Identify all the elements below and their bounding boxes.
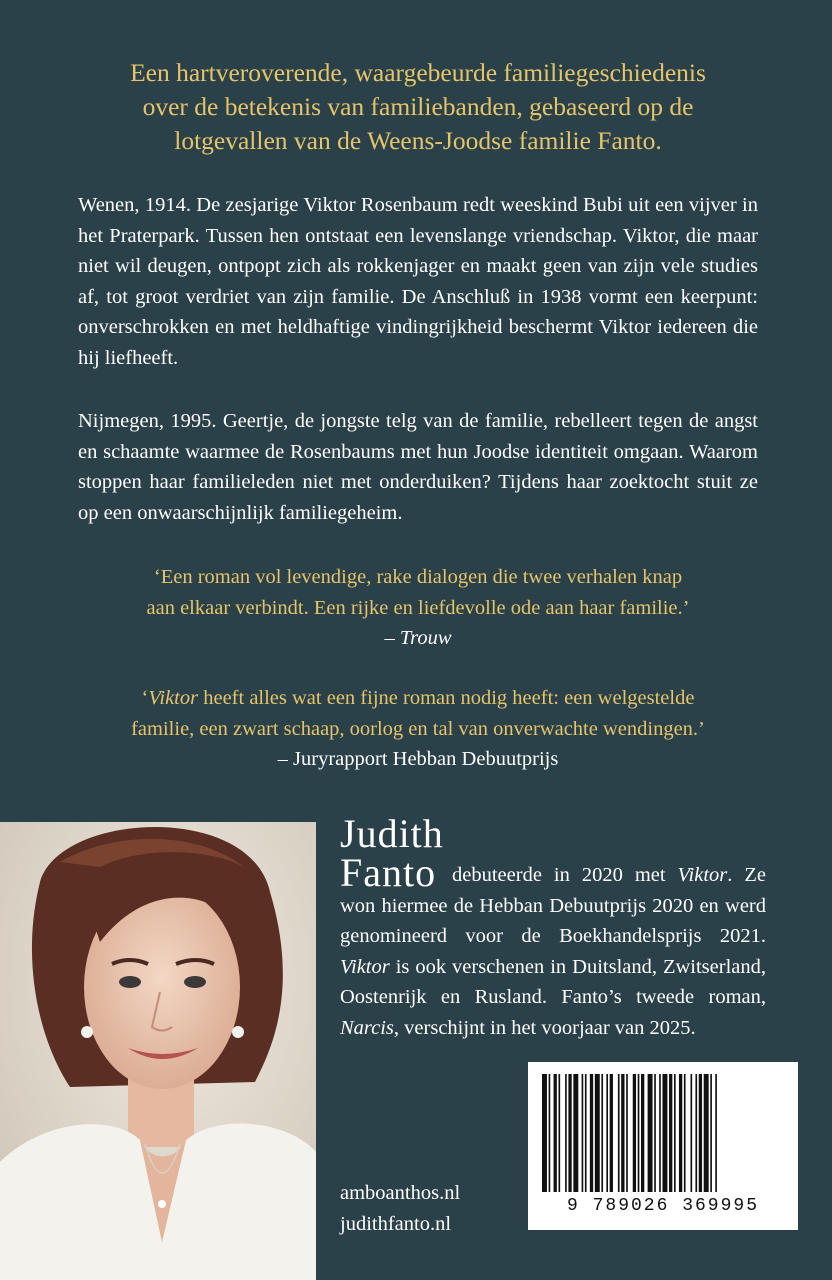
barcode-bar bbox=[654, 1074, 656, 1192]
barcode-bar bbox=[606, 1074, 608, 1192]
barcode-bar bbox=[554, 1074, 557, 1192]
quote-line: ‘Een roman vol levendige, rake dialogen die twee verhalen knap bbox=[153, 566, 683, 588]
barcode-bar bbox=[582, 1074, 584, 1192]
barcode-bar bbox=[610, 1074, 613, 1192]
barcode-bar bbox=[684, 1074, 686, 1192]
bio-text: . Ze won hiermee de Hebban Debuutprijs 2020 en werd genomineerd voor de Boekhandelsprijs 2021. bbox=[340, 864, 766, 947]
barcode-bar bbox=[679, 1074, 682, 1192]
barcode-bar bbox=[699, 1074, 702, 1192]
barcode-bar bbox=[568, 1074, 571, 1192]
barcode-bar bbox=[704, 1074, 709, 1192]
barcode-bar bbox=[641, 1074, 644, 1192]
quote-source: – Trouw bbox=[384, 627, 452, 649]
quote-source: – Juryrapport Hebban Debuutprijs bbox=[277, 748, 559, 770]
tagline-line: Een hartveroverende, waargebeurde familiegeschiedenis bbox=[130, 58, 706, 87]
barcode-bar bbox=[691, 1074, 693, 1192]
quote-line: familie, een zwart schaap, oorlog en tal van onverwachte wendingen.’ bbox=[131, 717, 705, 740]
book-title: Viktor bbox=[148, 687, 199, 709]
barcode-bar bbox=[659, 1074, 661, 1192]
barcode-bar bbox=[595, 1074, 600, 1192]
barcode-bar bbox=[542, 1074, 547, 1192]
barcode-bar bbox=[549, 1074, 551, 1192]
barcode-bar bbox=[715, 1074, 717, 1192]
barcode-bars bbox=[540, 1074, 786, 1192]
isbn-barcode bbox=[528, 1062, 798, 1230]
bio-text: is ook verschenen in Duitsland, Zwitserland, Oostenrijk en Rusland. Fanto’s tweede roman, bbox=[340, 955, 766, 1008]
synopsis-paragraph-nijmegen: Nijmegen, 1995. Geertje, de jongste telg van de familie, rebelleert tegen de angst en schaamte waarmee de Rosenbaums met hun Joodse identiteit omgaan. Waarom stoppen haar familieleden niet met onderduiken? Tijdens haar zoektocht stuit ze op een onwaarschijnlijk familiegeheim. bbox=[78, 410, 758, 524]
book-title: Viktor bbox=[677, 864, 728, 886]
website-links bbox=[340, 1178, 460, 1239]
quote-line bbox=[78, 683, 758, 714]
barcode-bar bbox=[601, 1074, 603, 1192]
barcode-bar bbox=[633, 1074, 636, 1192]
tagline-line: over de betekenis van familiebanden, gebaseerd op de bbox=[142, 92, 694, 121]
barcode-bar bbox=[674, 1074, 676, 1192]
barcode-bar bbox=[638, 1074, 640, 1192]
author-website-link[interactable]: judithfanto.nl bbox=[340, 1212, 452, 1235]
barcode-bar bbox=[618, 1074, 620, 1192]
author-bio bbox=[340, 860, 766, 1043]
barcode-bar bbox=[626, 1074, 628, 1192]
barcode-bar bbox=[590, 1074, 593, 1192]
quote-line: aan elkaar verbindt. Een rijke en liefdevolle ode aan haar familie.’ bbox=[146, 596, 690, 619]
review-quote-jury bbox=[78, 683, 758, 775]
barcode-bar bbox=[585, 1074, 587, 1192]
author-last-name: Fanto bbox=[340, 850, 437, 895]
tagline bbox=[78, 56, 758, 158]
barcode-bar bbox=[648, 1074, 653, 1192]
bio-text: , verschijnt in het voorjaar van 2025. bbox=[393, 1016, 696, 1039]
synopsis-paragraph-vienna: Wenen, 1914. De zesjarige Viktor Rosenbaum redt weeskind Bubi uit een vijver in het Praterpark. Tussen hen ontstaat een levenslange vriendschap. Viktor, die maar niet wil deugen, ontpopt zich als rokkenjager en maakt geen van zijn vele studies af, tot groot verdriet van zijn familie. De Anschluß in 1938 vormt een keerpunt: onverschrokken en met heldhaftige vindingrijkheid beschermt Viktor iedereen die hij liefheeft. bbox=[78, 194, 758, 369]
publisher-link[interactable]: amboanthos.nl bbox=[340, 1182, 461, 1204]
book-title: Narcis bbox=[340, 1016, 394, 1039]
quote-open-mark: ‘ bbox=[141, 687, 149, 709]
barcode-bar bbox=[565, 1074, 567, 1192]
quote-text: heeft alles wat een fijne roman nodig heeft: een welgestelde bbox=[198, 687, 695, 709]
barcode-bar bbox=[621, 1074, 624, 1192]
review-quote-trouw bbox=[78, 562, 758, 654]
barcode-bar bbox=[559, 1074, 561, 1192]
author-photo bbox=[0, 822, 316, 1280]
author-first-name: Judith bbox=[340, 811, 444, 856]
isbn-number: 9 789026 369995 bbox=[566, 1196, 760, 1216]
book-title: Viktor bbox=[340, 955, 390, 978]
barcode-bar bbox=[573, 1074, 578, 1192]
barcode-bar bbox=[662, 1074, 667, 1192]
barcode-bar bbox=[695, 1074, 697, 1192]
bio-text: debuteerde in 2020 met bbox=[452, 864, 678, 886]
tagline-line: lotgevallen van de Weens-Joodse familie Fanto. bbox=[174, 126, 662, 155]
barcode-bar bbox=[669, 1074, 672, 1192]
barcode-bar bbox=[710, 1074, 712, 1192]
